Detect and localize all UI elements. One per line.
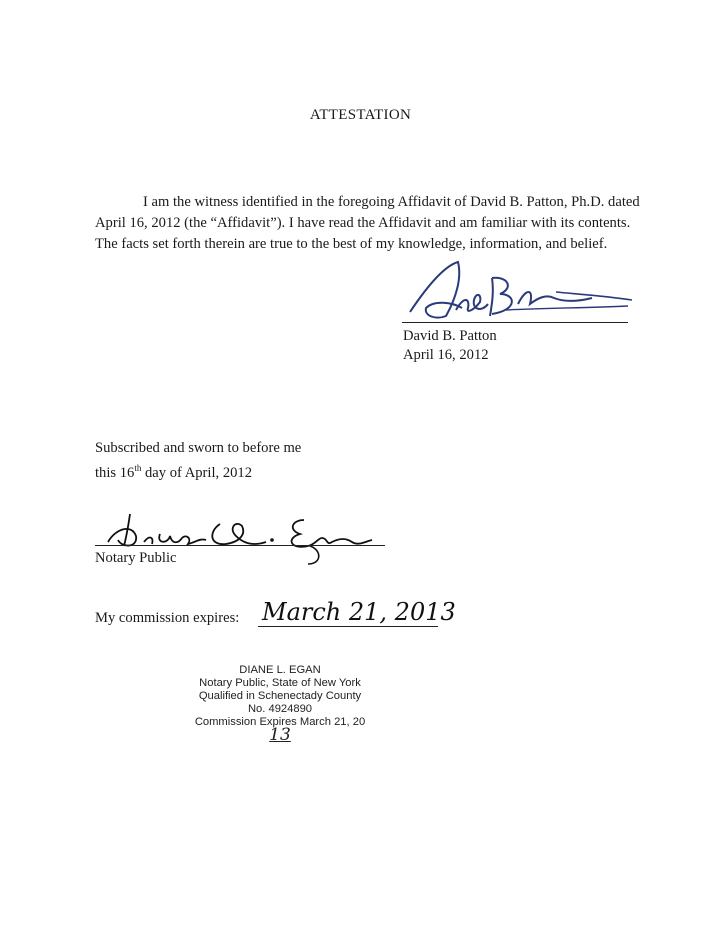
witness-signature [396, 258, 636, 330]
stamp-line-3: Qualified in Schenectady County [198, 690, 362, 702]
notary-title: Notary Public [95, 550, 177, 566]
paragraph-line-3: The facts set forth therein are true to the best of my knowledge, information, and belief. [95, 236, 608, 252]
stamp-line-5-prefix: Commission Expires March 21, 20 [194, 716, 366, 728]
commission-label: My commission expires: [95, 610, 240, 626]
attestation-paragraph [95, 192, 693, 255]
paragraph-line-1: I am the witness identified in the foregoing Affidavit of David B. Patton, Ph.D. dated [143, 194, 640, 210]
notary-signature-line [95, 545, 385, 546]
sworn-line-2-prefix: this 16 [95, 464, 135, 481]
notary-stamp [160, 664, 400, 745]
sworn-line-2-sup: th [134, 463, 142, 473]
witness-name: David B. Patton [403, 328, 497, 344]
stamp-line-2: Notary Public, State of New York [199, 677, 361, 689]
stamp-name: DIANE L. EGAN [239, 664, 321, 676]
stamp-line-5 [160, 716, 400, 745]
commission-date-handwritten: March 21, 2013 [262, 598, 456, 626]
paragraph-line-2: April 16, 2012 (the “Affidavit”). I have read the Affidavit and am familiar with its contents. [95, 215, 631, 231]
stamp-line-4: No. 4924890 [247, 703, 313, 715]
witness-signature-line [402, 322, 628, 323]
stamp-line-5-handwritten: 13 [269, 725, 291, 745]
commission-line [258, 626, 438, 627]
sworn-line-2 [95, 458, 252, 483]
sworn-line-2-suffix: day of April, 2012 [141, 464, 253, 481]
witness-date: April 16, 2012 [403, 347, 489, 363]
sworn-line-1: Subscribed and sworn to before me [95, 440, 302, 456]
document-title: ATTESTATION [309, 107, 412, 123]
